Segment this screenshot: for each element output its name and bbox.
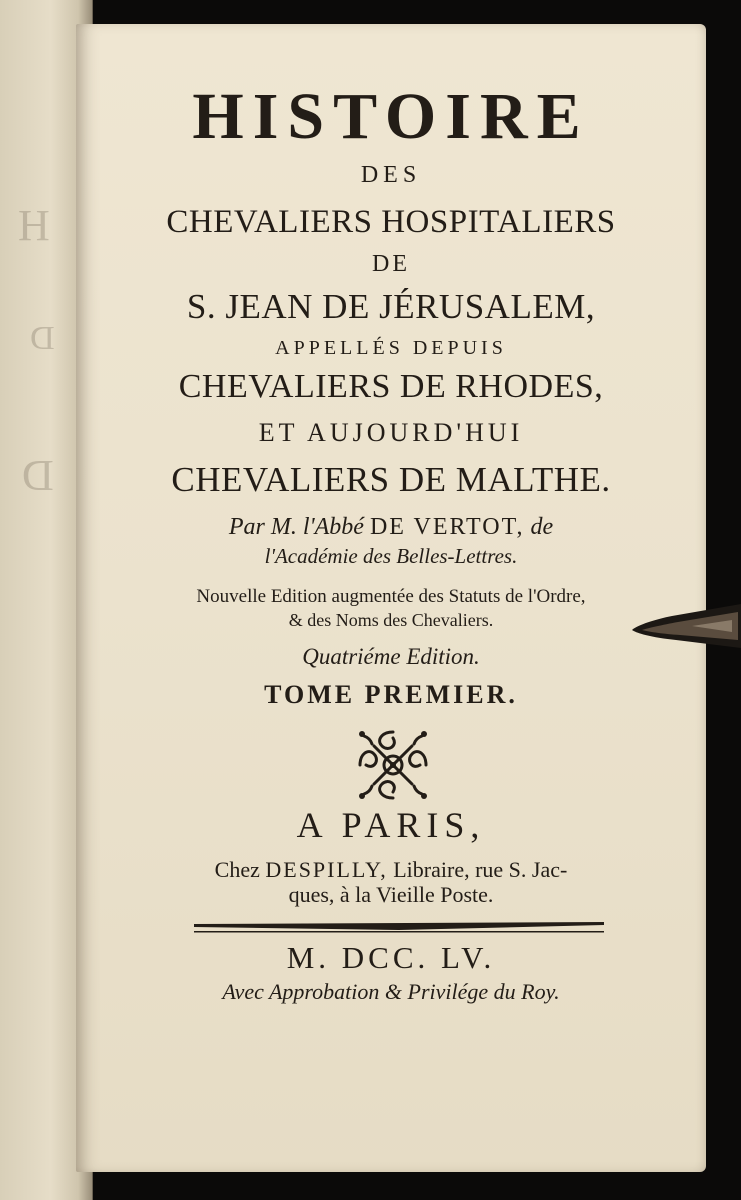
volume-line: TOME PREMIER.	[264, 680, 518, 709]
title-line-de: DE	[372, 251, 410, 277]
publisher-name: DESPILLY,	[265, 857, 388, 882]
bleed-through-mark: D	[22, 451, 54, 500]
author-name: DE VERTOT,	[369, 514, 525, 540]
imprint-place: A PARIS,	[296, 805, 486, 845]
book-title: HISTOIRE	[192, 80, 590, 153]
title-line-aujourdhui: ET AUJOURD'HUI	[258, 418, 524, 447]
title-line-jerusalem: S. JEAN DE JÉRUSALEM,	[186, 287, 596, 326]
edition-note-line-1: Nouvelle Edition augmentée des Statuts de l'Ordre,	[196, 586, 586, 607]
divider-rule	[194, 920, 604, 934]
bleed-through-mark: H	[18, 201, 50, 250]
author-line	[76, 514, 706, 541]
publisher-prefix: Chez	[214, 857, 260, 882]
publisher-line-1	[76, 857, 706, 883]
page-pointer-icon	[632, 598, 741, 658]
bleed-through-mark: D	[30, 320, 55, 357]
edition-note-line-2: & des Noms des Chevaliers.	[288, 610, 494, 630]
publisher-suffix: Libraire, rue S. Jac-	[393, 857, 568, 882]
imprint-date: M. DCC. LV.	[286, 940, 496, 975]
title-page	[76, 24, 706, 1172]
title-line-des: DES	[360, 162, 422, 188]
edition-line: Quatriéme Edition.	[302, 644, 480, 669]
title-line-appelles: APPELLÉS DEPUIS	[275, 337, 507, 359]
author-prefix: Par M. l'Abbé	[228, 514, 364, 540]
title-line-malthe: CHEVALIERS DE MALTHE.	[171, 460, 611, 499]
publisher-line-2: ques, à la Vieille Poste.	[288, 882, 494, 907]
academy-line: l'Académie des Belles-Lettres.	[264, 544, 518, 568]
privilege-line: Avec Approbation & Privilége du Roy.	[222, 979, 560, 1004]
author-suffix: de	[530, 514, 554, 540]
title-line-rhodes: CHEVALIERS DE RHODES,	[178, 368, 604, 405]
printers-ornament-icon	[352, 724, 434, 806]
title-line-hospitaliers: CHEVALIERS HOSPITALIERS	[166, 204, 616, 240]
